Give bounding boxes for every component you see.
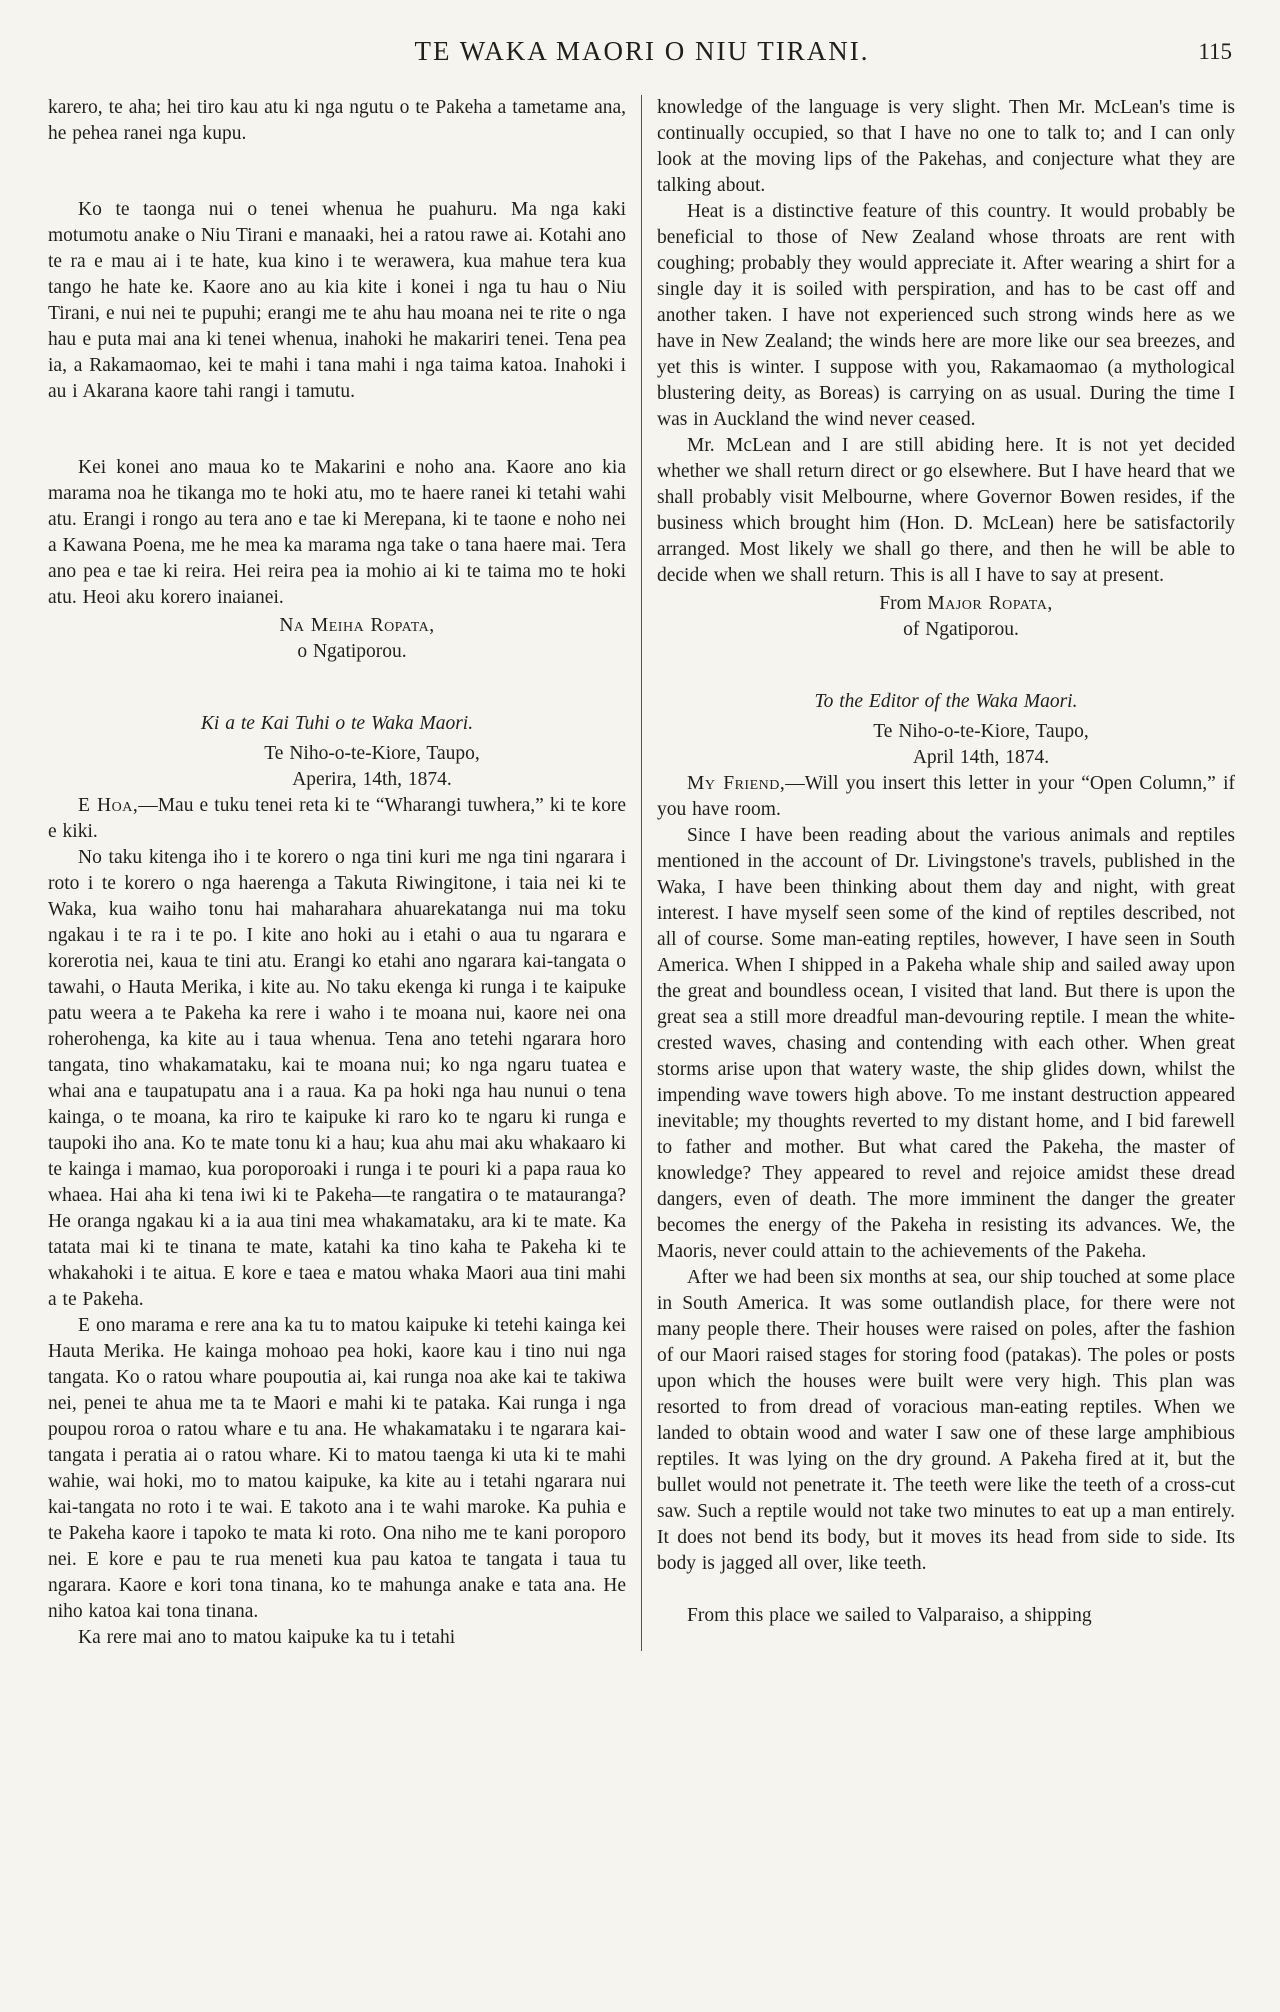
address-block xyxy=(48,741,626,793)
paragraph: Ka rere mai ano to matou kaipuke ka tu i tetahi xyxy=(78,1627,456,1648)
paragraph: Ko te taonga nui o tenei whenua he puahuru. Ma nga kaki motumotu anake o Niu Tirani e manaaki, hei a ratou rawe ai. Kotahi ano te ra e mau ai i te hate, kua kino i te werawera, kua mahue tera kua tango he hate ke. Kaore ano au kia kite i konei i nga tu hau o Niu Tirani, e nui nei te pupuhi; erangi me te ahu hau moana nei te rite o nga hau e puta mai ana ki tenei whenua, inahoki he makariri tenei. Tena pea ia, a Rakamaomao, kei te mahi i tana mahi i nga taima katoa. Inahoki i au i Akarana kaore tahi rangi i tamutu. xyxy=(48,199,626,402)
paragraph: Kei konei ano maua ko te Makarini e noho ana. Kaore ano kia marama noa he tikanga mo te hoki atu, mo te haere ranei ki tetahi wahi atu. Erangi i rongo au tera ano e tae ki Merepana, ki te taone e noho nei a Kawana Poena, me he mea ka marama nga take o tana haere mai. Tera ano pea e tae ki reira. Hei reira pea ia mohio ai ki te taima mo te hoki atu. Heoi aku korero inaianei. xyxy=(48,457,626,608)
signature-name: From Major Ropata, xyxy=(879,593,1053,614)
paragraph: karero, te aha; hei tiro kau atu ki nga ngutu o te Pakeha a tametame ana, he pehea ranei nga kupu. xyxy=(48,97,626,144)
paragraph: E ono marama e rere ana ka tu to matou kaipuke ki tetehi kainga kei Hauta Merika. He kainga mohoao pea hoki, kaore kau i tino nui nga tangata. Ko o ratou whare poupoutia ai, kai runga noa ake kai te takiwa nei, penei te ahua me ta te Maori e mahi ki te pataka. Kai runga i nga poupou roroa o ratou whare e tu ana. He whakamataku i te ngarara kai-tangata i peratia ai o ratou whare. Ki to matou taenga ki uta ki te mahi wahie, wai hoki, mo to matou kaipuke, ka kite au i tetahi ngarara nui kai-tangata no roto i te wai. E takoto ana i te wahi maroke. Ka puhia e te Pakeha kaore i tapoko te mata ki roto. Ona niho me te kani poroporo nei. E kore e pau te rua meneti kua pau katoa te tangata i taua tu ngarara. Kaore e kori tona tinana, ko te mahunga anake e tata ana. He niho katoa kai tona tinana. xyxy=(48,1315,626,1622)
address-line: Te Niho-o-te-Kiore, Taupo, xyxy=(264,743,480,764)
signature-place: o Ngatiporou. xyxy=(297,641,407,662)
left-column xyxy=(48,95,626,1651)
date-line: Aperira, 14th, 1874. xyxy=(292,769,452,790)
letter-heading: Ki a te Kai Tuhi o te Waka Maori. xyxy=(200,713,474,734)
masthead-title: TE WAKA MAORI O NIU TIRANI. xyxy=(414,36,870,66)
signature-prefix: From xyxy=(879,593,922,614)
paragraph: No taku kitenga iho i te korero o nga tini kuri me nga tini ngarara i roto i te korero o nga haerenga a Takuta Riwingitone, i taia nei ki te Waka, kua waiho tonu hai maharahara ahuarekatanga nui ma toku ngakau i te ra i te po. I kite ano hoki au i etahi o aua tu ngarara e korerotia nei, kaua te tini atu. Erangi ko etahi ano ngarara kai-tangata o tawahi, o Hauta Merika, i kite au. No taku ekenga ki runga i te kaipuke patu weera a te Pakeha ka rere i waho i te moana nui, kaore nei ona roherohenga, ka kite au i taua whenua. Tena ano tetehi ngarara horo tangata, tino whakamataku, kai te moana nui; ko nga ngaru tuatea e whai ana e taupatupatu ana i a raua. Ka pa hoki nga hau nunui o tena kainga, o te moana, ka riro te kaipuke ki raro ko te ngaru ki runga e taupoki iho ana. Ko te mate tonu ki a hau; kua ahu mai aku whakaaro ki te kainga i mamao, kua poroporoaki i runga i te pouri ki a papa raua ko whaea. Hai aha ki tena iwi ki te Pakeha—te rangatira o te matauranga? He oranga ngakau ki a ia aua tini mea whakamataku, ara ki te mate. Ka tatata mai ki te tinana te mate, katahi ka tino kaha te Pakeha ki te whakahoki i te aitua. E kore e taea e matou whaka Maori aua tini mahi a te Pakeha. xyxy=(48,847,626,1310)
address-line: Te Niho-o-te-Kiore, Taupo, xyxy=(873,721,1089,742)
columns xyxy=(48,95,1236,1651)
column-divider xyxy=(641,95,642,1651)
paragraph: Since I have been reading about the various animals and reptiles mentioned in the account of Dr. Livingstone's travels, published in the Waka, I have been thinking about them day and night, with great interest. I have myself seen some of the kind of reptiles described, not all of course. Some man-eating reptiles, however, I have seen in South America. When I shipped in a Pakeha whale ship and sailed away upon the great and boundless ocean, I visited that land. But there is upon the great sea a still more dreadful man-devouring reptile. I mean the white-crested waves, chasing and contending with each other. When great storms arise upon that watery waste, the ship glides down, whilst the impending wave towers high above. To me instant destruction appeared inevitable; my thoughts reverted to my distant home, and I bid farewell to father and mother. But what cared the Pakeha, the master of knowledge? They appeared to revel and rejoice amidst these dread dangers, even of death. The more imminent the danger the greater becomes the energy of the Pakeha in resisting its advances. We, the Maoris, never could attain to the achievements of the Pakeha. xyxy=(657,825,1235,1262)
address-block xyxy=(657,719,1235,771)
page-number: 115 xyxy=(1198,39,1232,64)
signature-name: Na Meiha Ropata, xyxy=(279,615,435,636)
paragraph: knowledge of the language is very slight. Then Mr. McLean's time is continually occupied, so that I have no one to talk to; and I can only look at the moving lips of the Pakehas, and conjecture what they are talking about. xyxy=(657,97,1235,196)
paragraph: Heat is a distinctive feature of this country. It would probably be beneficial to those of New Zealand whose throats are rent with coughing; probably they would appreciate it. After wearing a shirt for a single day it is soiled with perspiration, and has to be cast off and another taken. I have not experienced such strong winds here as we have in New Zealand; the winds here are more like our sea breezes, and yet this is winter. I suppose with you, Rakamaomao (a mythological blustering deity, as Boreas) is carrying on as usual. During the time I was in Auckland the wind never ceased. xyxy=(657,201,1235,430)
paragraph xyxy=(657,771,1235,823)
paragraph: From this place we sailed to Valparaiso, a shipping xyxy=(687,1605,1092,1626)
page-header xyxy=(48,36,1236,67)
paragraph xyxy=(48,793,626,845)
salutation: E Hoa, xyxy=(78,795,139,816)
paragraph: Mr. McLean and I are still abiding here. It is not yet decided whether we shall return direct or go elsewhere. But I have heard that we shall probably visit Melbourne, where Governor Bowen resides, if the business which brought him (Hon. D. McLean) here be satisfactorily arranged. Most likely we shall go there, and then he will be able to decide when we shall return. This is all I have to say at present. xyxy=(657,435,1235,586)
salutation-rest: —Mau e tuku tenei reta ki te “Wharangi tuwhera,” ki te kore e kiki. xyxy=(48,795,626,842)
paragraph: After we had been six months at sea, our ship touched at some place in South America. It was some outlandish place, for there were not many people there. Their houses were raised on poles, after the fashion of our Maori raised stages for storing food (patakas). The poles or posts upon which the houses were built were very high. This plan was resorted to from dread of voracious man-eating reptiles. When we landed to obtain wood and water I saw one of these large amphibious reptiles. It was lying on the dry ground. A Pakeha fired at it, but the bullet would not penetrate it. The teeth were like the teeth of a cross-cut saw. Such a reptile would not take two minutes to eat up a man entirely. It does not bend its body, but it moves its head from side to side. Its body is jagged all over, like teeth. xyxy=(657,1267,1235,1574)
signature-place: of Ngatiporou. xyxy=(903,619,1019,640)
signature-block xyxy=(657,591,1235,643)
letter-heading: To the Editor of the Waka Maori. xyxy=(814,691,1078,712)
salutation-rest: —Will you insert this letter in your “Open Column,” if you have room. xyxy=(657,773,1235,820)
right-column xyxy=(657,95,1235,1651)
signature-block xyxy=(48,613,626,665)
salutation: My Friend, xyxy=(687,773,786,794)
date-line: April 14th, 1874. xyxy=(912,747,1050,768)
